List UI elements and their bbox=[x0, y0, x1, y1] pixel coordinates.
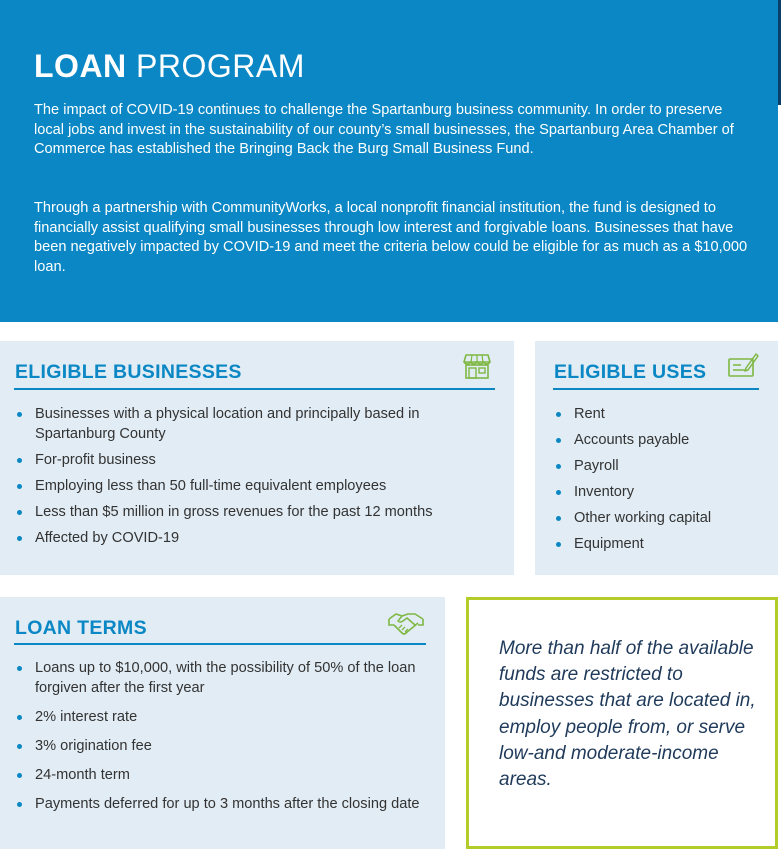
list-item: Payroll bbox=[554, 456, 764, 476]
eligible-uses-card bbox=[535, 341, 778, 575]
eligible-uses-rule bbox=[553, 388, 759, 390]
list-item: Equipment bbox=[554, 534, 764, 554]
loan-terms-list bbox=[15, 658, 425, 814]
handshake-icon bbox=[388, 611, 424, 637]
list-item: Payments deferred for up to 3 months after the closing date bbox=[15, 794, 425, 814]
eligible-businesses-list bbox=[15, 404, 495, 548]
loan-terms-rule bbox=[14, 643, 426, 645]
eligible-businesses-title: ELIGIBLE BUSINESSES bbox=[15, 361, 242, 383]
loan-terms-title: LOAN TERMS bbox=[15, 617, 147, 639]
list-item: Rent bbox=[554, 404, 764, 424]
eligible-uses-title: ELIGIBLE USES bbox=[554, 361, 707, 383]
list-item: Other working capital bbox=[554, 508, 764, 528]
funds-callout-text: More than half of the available funds are restricted to businesses that are located in, employ people from, or serve low-and moderate-income areas. bbox=[499, 638, 756, 791]
list-item: 24-month term bbox=[15, 765, 425, 785]
page-title bbox=[34, 48, 305, 85]
list-item: Less than $5 million in gross revenues for the past 12 months bbox=[15, 502, 495, 522]
page-title-light: PROGRAM bbox=[136, 48, 305, 84]
hero-banner bbox=[0, 0, 778, 322]
page-title-bold: LOAN bbox=[34, 48, 127, 84]
list-item: Accounts payable bbox=[554, 430, 764, 450]
list-item: Inventory bbox=[554, 482, 764, 502]
storefront-icon bbox=[462, 351, 492, 381]
eligible-uses-list bbox=[554, 404, 764, 554]
list-item: Loans up to $10,000, with the possibility of 50% of the loan forgiven after the first year bbox=[15, 658, 425, 698]
list-item: 3% origination fee bbox=[15, 736, 425, 756]
intro-paragraph-1: The impact of COVID-19 continues to challenge the Spartanburg business community. In order to preserve local jobs and invest in the sustainability of our county’s small businesses, the Spartanburg Area Chamber of Commerce has established the Bringing Back the Burg Small Business Fund. bbox=[34, 102, 734, 157]
check-signing-icon bbox=[727, 350, 759, 380]
list-item: Businesses with a physical location and principally based in Spartanburg County bbox=[15, 404, 495, 444]
funds-callout-box bbox=[466, 597, 778, 849]
list-item: For-profit business bbox=[15, 450, 495, 470]
loan-terms-card bbox=[0, 597, 445, 849]
intro-paragraph-2: Through a partnership with CommunityWorks, a local nonprofit financial institution, the fund is designed to financially assist qualifying small businesses through low interest and forgivable loans. Businesses that have been negatively impacted by COVID-19 and meet the criteria below could be eligible for as much as a $10,000 loan. bbox=[34, 200, 748, 275]
list-item: Employing less than 50 full-time equivalent employees bbox=[15, 476, 495, 496]
eligible-businesses-card bbox=[0, 341, 514, 575]
eligible-businesses-rule bbox=[14, 388, 495, 390]
list-item: 2% interest rate bbox=[15, 707, 425, 727]
list-item: Affected by COVID-19 bbox=[15, 528, 495, 548]
